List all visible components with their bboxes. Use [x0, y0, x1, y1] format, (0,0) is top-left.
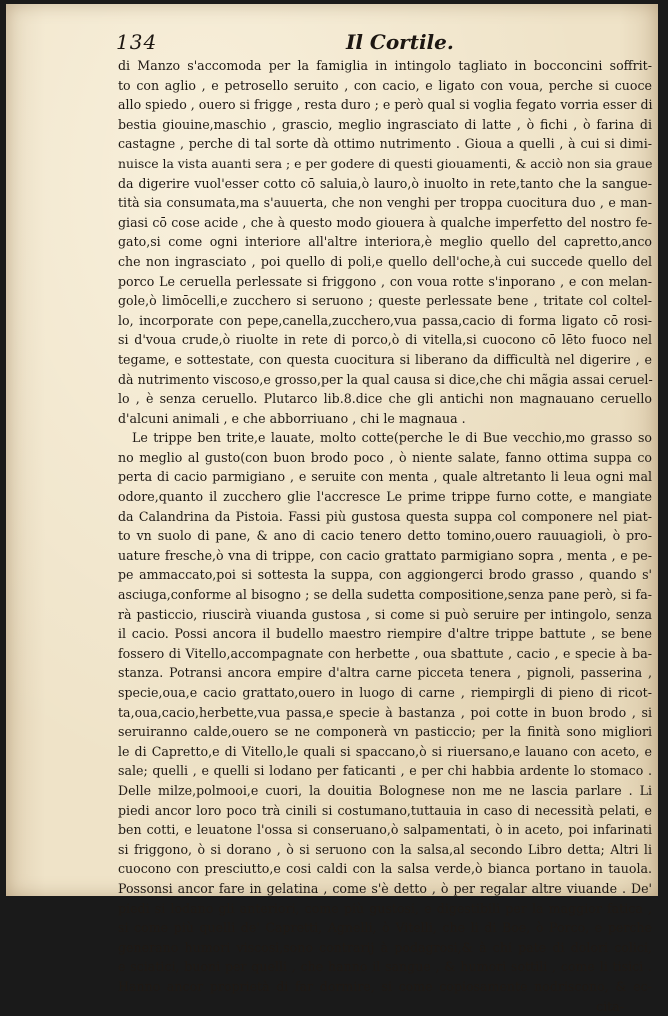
text-line: generano humori viscosi,sono contrarij à podagrosi,& à chi pate di dolori colici,: [118, 938, 652, 958]
text-line: Delle milze,polmooi,e cuori, la douitia Bolognese non me ne lascia parlare . Li: [118, 781, 652, 801]
text-line: tegame, e sottestate, con questa cuocitura si liberano da difficultà nel digerire , e: [118, 350, 652, 370]
text-line: to con aglio , e petrosello seruito , con cacio, e ligato con voua, perche si cuoce: [118, 76, 652, 96]
book-page: [6, 4, 658, 896]
page-number: 134: [116, 30, 157, 54]
text-line: gato,si come ogni interiore all'altre interiora,è meglio quello del capretto,anco: [118, 232, 652, 252]
text-line: fossero di Vitello,accompagnate con herbette , oua sbattute , cacio , e specie à ba-: [118, 644, 652, 664]
page-header: [116, 30, 446, 56]
text-line: e sciatici, buoni per quelli , che hanno il sangue , & humori sottili , come li tisici .: [118, 957, 652, 977]
text-line: stanza. Potransi ancora empire d'altra carne picceta tenera , pignoli, passerina ,: [118, 663, 652, 683]
text-line: si friggono, ò si dorano , ò si seruono con la salsa,al secondo Libro detta; Altri li: [118, 840, 652, 860]
text-line: pe ammaccato,poi si sottesta la suppa, con aggiongerci brodo grasso , quando s': [118, 565, 652, 585]
text-line: si d'voua crude,ò riuolte in rete di porco,ò di vitella,si cuocono cō lēto fuoco nel: [118, 330, 652, 350]
catchword: cita-: [118, 997, 652, 1016]
text-line: dà nutrimento viscoso,e grosso,per la qual causa si dice,che chi mãgia assai ceruel-: [118, 370, 652, 390]
text-line: giasi cō cose acide , che à questo modo giouera à qualche imperfetto del nostro fe-: [118, 213, 652, 233]
text-line: si come più quelli de' Capretti, Agnelli, ò Vitelli, che li di Boe, ò Porco, e perche: [118, 918, 652, 938]
text-line: uature fresche,ò vna di trippe, con cacio grattato parmigiano sopra , menta , e pe-: [118, 546, 652, 566]
text-line: seruiranno calde,ouero se ne componerà vn pasticcio; per la finità sono migliori: [118, 722, 652, 742]
text-line: specie,oua,e cacio grattato,ouero in luogo di carne , riempirgli di pieno di ricot-: [118, 683, 652, 703]
text-line: allo spiedo , ouero si frigge , resta duro ; e però qual si voglia fegato vorria esser di: [118, 95, 652, 115]
text-line: perta di cacio parmigiano , e seruite con menta , quale altretanto li leua ogni mal: [118, 467, 652, 487]
text-line: lo , è senza ceruello. Plutarco lib.8.dice che gli antichi non magnauano ceruello: [118, 389, 652, 409]
text-line: sale; quelli , e quelli si lodano per faticanti , e per chi habbia ardente lo stomaco .: [118, 761, 652, 781]
text-line: Hanno ancor proprietà di far dormire, si come copiosamente nodriscono, & ec-: [118, 977, 652, 997]
text-line: tità sia consumata,ma s'auuerta, che non venghi per troppa cuocitura duo , e man-: [118, 193, 652, 213]
text-line: no meglio al gusto(con buon brodo poco , ò niente salate, fanno ottima suppa co: [118, 448, 652, 468]
text-line: d'alcuni animali , e che abborriuano , chi le magnaua .: [118, 409, 652, 429]
text-line: di Manzo s'accomoda per la famiglia in intingolo tagliato in bocconcini soffrit-: [118, 56, 652, 76]
text-line: da Calandrina da Pistoia. Fassi più gustosa questa suppa col componere nel piat-: [118, 507, 652, 527]
text-line: to vn suolo di pane, & ano di cacio tenero detto tomino,ouero rauuagioli, ò pro-: [118, 526, 652, 546]
body-text: [118, 56, 652, 1016]
running-title: Il Cortile.: [346, 30, 454, 54]
text-line: Le trippe ben trite,e lauate, molto cotte(perche le di Bue vecchio,mo grasso so: [118, 428, 652, 448]
text-line: cuocono con presciutto,e cosi caldi con la salsa verde,ò bianca portano in tauola.: [118, 859, 652, 879]
text-line: piedi ancor loro poco trà cinili si costumano,tuttauia in caso di necessità pelati, e: [118, 801, 652, 821]
text-line: bestia giouine,maschio , grascio, meglio ingrasciato di latte , ò fichi , ò farina di: [118, 115, 652, 135]
text-line: asciuga,conforme al bisogno ; se della sudetta compositione,senza pane però, si fa-: [118, 585, 652, 605]
text-line: nuisce la vista auanti sera ; e per godere di questi giouamenti, & acciò non sia graue: [118, 154, 652, 174]
text-line: che non ingrasciato , poi quello di poli,e quello dell'oche,à cui succede quello del: [118, 252, 652, 272]
text-line: lo, incorporate con pepe,canella,zucchero,vua passa,cacio di forma ligato cō rosi-: [118, 311, 652, 331]
text-line: castagne , perche di tal sorte dà ottimo nutrimento . Gioua a quelli , à cui si dimi-: [118, 134, 652, 154]
text-line: Possonsi ancor fare in gelatina , come s'è detto , ò per regalar altre viuande . De': [118, 879, 652, 899]
text-line: gole,ò limōcelli,e zucchero si seruono ; queste perlessate bene , tritate col coltel-: [118, 291, 652, 311]
text-line: ben cotti, e leuatone l'ossa si conseruano,ò salpamentati, ò in aceto, poi infarinati: [118, 820, 652, 840]
text-line: piedi si lodano gli anteriori, come più gustosi, e digestibili per la maggior fatica ,: [118, 899, 652, 919]
text-line: da digerire vuol'esser cotto cō saluia,ò lauro,ò inuolto in rete,tanto che la sangue-: [118, 174, 652, 194]
text-line: le di Capretto,e di Vitello,le quali si spaccano,ò si riuersano,e lauano con aceto, e: [118, 742, 652, 762]
text-line: odore,quanto il zucchero glie l'accresce Le prime trippe furno cotte, e mangiate: [118, 487, 652, 507]
text-line: ta,oua,cacio,herbette,vua passa,e specie à bastanza , poi cotte in buon brodo , si: [118, 703, 652, 723]
text-line: il cacio. Possi ancora il budello maestro riempire d'altre trippe battute , se bene: [118, 624, 652, 644]
text-line: rà pasticcio, riuscirà viuanda gustosa , si come si può seruire per intingolo, senza: [118, 605, 652, 625]
text-line: porco Le ceruella perlessate si friggono , con voua rotte s'inporano , e con melan-: [118, 272, 652, 292]
